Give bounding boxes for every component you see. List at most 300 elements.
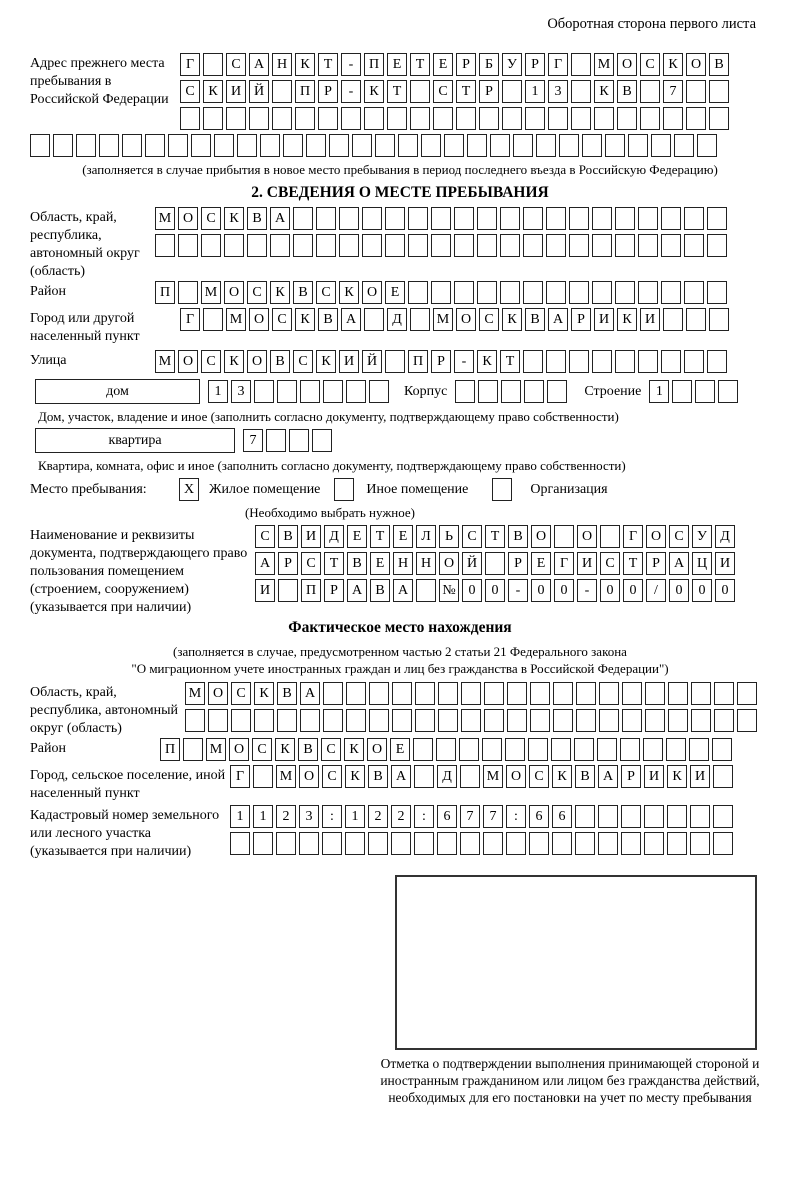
char-cell[interactable]: 1 xyxy=(649,380,669,403)
char-cell[interactable] xyxy=(707,234,727,257)
char-cell[interactable]: Д xyxy=(437,765,457,788)
char-cell[interactable] xyxy=(385,234,405,257)
char-cell[interactable]: С xyxy=(293,350,313,373)
char-cell[interactable] xyxy=(690,832,710,855)
char-cell[interactable]: С xyxy=(226,53,246,76)
char-cell[interactable]: Т xyxy=(500,350,520,373)
char-cell[interactable] xyxy=(431,207,451,230)
char-cell[interactable]: Е xyxy=(385,281,405,304)
char-cell[interactable] xyxy=(592,350,612,373)
checkbox-org[interactable] xyxy=(492,478,512,501)
char-cell[interactable]: Й xyxy=(249,80,269,103)
char-cell[interactable] xyxy=(438,709,458,732)
char-cell[interactable] xyxy=(594,107,614,130)
char-cell[interactable] xyxy=(546,350,566,373)
char-cell[interactable] xyxy=(122,134,142,157)
char-cell[interactable] xyxy=(413,738,433,761)
char-cell[interactable]: К xyxy=(344,738,364,761)
char-cell[interactable] xyxy=(709,308,729,331)
char-cell[interactable]: № xyxy=(439,579,459,602)
char-cell[interactable] xyxy=(415,709,435,732)
char-cell[interactable]: Е xyxy=(370,552,390,575)
char-cell[interactable] xyxy=(713,832,733,855)
char-cell[interactable] xyxy=(598,832,618,855)
char-cell[interactable] xyxy=(391,832,411,855)
char-cell[interactable] xyxy=(155,234,175,257)
char-cell[interactable] xyxy=(180,107,200,130)
char-cell[interactable]: О xyxy=(178,350,198,373)
char-cell[interactable] xyxy=(552,832,572,855)
char-cell[interactable]: Е xyxy=(390,738,410,761)
char-cell[interactable]: К xyxy=(552,765,572,788)
char-cell[interactable] xyxy=(253,765,273,788)
char-cell[interactable] xyxy=(640,80,660,103)
char-cell[interactable] xyxy=(145,134,165,157)
char-cell[interactable]: К xyxy=(345,765,365,788)
char-cell[interactable]: В xyxy=(525,308,545,331)
char-cell[interactable] xyxy=(691,682,711,705)
char-cell[interactable]: Т xyxy=(387,80,407,103)
char-cell[interactable] xyxy=(737,709,757,732)
char-cell[interactable] xyxy=(507,682,527,705)
char-cell[interactable]: В xyxy=(318,308,338,331)
char-cell[interactable]: 2 xyxy=(391,805,411,828)
char-cell[interactable] xyxy=(477,207,497,230)
char-cell[interactable] xyxy=(178,234,198,257)
char-cell[interactable]: О xyxy=(617,53,637,76)
char-cell[interactable] xyxy=(615,281,635,304)
char-cell[interactable]: Г xyxy=(180,308,200,331)
char-cell[interactable]: В xyxy=(368,765,388,788)
char-cell[interactable] xyxy=(459,738,479,761)
char-cell[interactable]: А xyxy=(270,207,290,230)
char-cell[interactable]: И xyxy=(715,552,735,575)
char-cell[interactable]: В xyxy=(508,525,528,548)
char-cell[interactable]: 7 xyxy=(460,805,480,828)
char-cell[interactable] xyxy=(299,832,319,855)
char-cell[interactable] xyxy=(260,134,280,157)
char-cell[interactable] xyxy=(266,429,286,452)
char-cell[interactable]: И xyxy=(301,525,321,548)
char-cell[interactable] xyxy=(385,350,405,373)
char-cell[interactable] xyxy=(500,207,520,230)
char-cell[interactable] xyxy=(615,234,635,257)
char-cell[interactable]: О xyxy=(439,552,459,575)
char-cell[interactable]: А xyxy=(669,552,689,575)
char-cell[interactable] xyxy=(369,682,389,705)
char-cell[interactable] xyxy=(546,207,566,230)
char-cell[interactable]: В xyxy=(347,552,367,575)
char-cell[interactable]: Д xyxy=(324,525,344,548)
char-cell[interactable] xyxy=(576,709,596,732)
char-cell[interactable]: К xyxy=(275,738,295,761)
char-cell[interactable] xyxy=(485,552,505,575)
char-cell[interactable] xyxy=(490,134,510,157)
char-cell[interactable] xyxy=(697,134,717,157)
char-cell[interactable] xyxy=(621,832,641,855)
char-cell[interactable] xyxy=(737,682,757,705)
char-cell[interactable]: К xyxy=(295,308,315,331)
char-cell[interactable] xyxy=(392,709,412,732)
char-cell[interactable] xyxy=(638,350,658,373)
char-cell[interactable]: Е xyxy=(433,53,453,76)
char-cell[interactable] xyxy=(484,709,504,732)
char-cell[interactable]: 1 xyxy=(345,805,365,828)
char-cell[interactable] xyxy=(690,805,710,828)
char-cell[interactable] xyxy=(283,134,303,157)
char-cell[interactable] xyxy=(477,281,497,304)
char-cell[interactable] xyxy=(597,738,617,761)
char-cell[interactable]: С xyxy=(640,53,660,76)
char-cell[interactable] xyxy=(684,350,704,373)
char-cell[interactable]: Р xyxy=(456,53,476,76)
char-cell[interactable] xyxy=(707,281,727,304)
char-cell[interactable] xyxy=(484,682,504,705)
char-cell[interactable] xyxy=(569,234,589,257)
char-cell[interactable]: 0 xyxy=(462,579,482,602)
char-cell[interactable] xyxy=(341,107,361,130)
char-cell[interactable]: 0 xyxy=(554,579,574,602)
char-cell[interactable] xyxy=(523,350,543,373)
char-cell[interactable] xyxy=(346,709,366,732)
char-cell[interactable] xyxy=(713,765,733,788)
char-cell[interactable] xyxy=(644,805,664,828)
char-cell[interactable] xyxy=(714,682,734,705)
char-cell[interactable] xyxy=(345,832,365,855)
char-cell[interactable] xyxy=(500,281,520,304)
char-cell[interactable] xyxy=(346,380,366,403)
char-cell[interactable] xyxy=(709,107,729,130)
char-cell[interactable]: И xyxy=(640,308,660,331)
char-cell[interactable] xyxy=(501,380,521,403)
char-cell[interactable] xyxy=(575,832,595,855)
char-cell[interactable] xyxy=(621,805,641,828)
char-cell[interactable]: Т xyxy=(485,525,505,548)
char-cell[interactable] xyxy=(460,832,480,855)
char-cell[interactable] xyxy=(617,107,637,130)
char-cell[interactable]: 6 xyxy=(529,805,549,828)
char-cell[interactable] xyxy=(691,709,711,732)
char-cell[interactable]: С xyxy=(529,765,549,788)
char-cell[interactable] xyxy=(615,207,635,230)
char-cell[interactable]: Г xyxy=(548,53,568,76)
char-cell[interactable]: К xyxy=(617,308,637,331)
char-cell[interactable] xyxy=(300,380,320,403)
char-cell[interactable] xyxy=(226,107,246,130)
char-cell[interactable]: Р xyxy=(508,552,528,575)
char-cell[interactable]: А xyxy=(300,682,320,705)
char-cell[interactable]: 3 xyxy=(231,380,251,403)
char-cell[interactable]: Т xyxy=(623,552,643,575)
kvartira-box[interactable]: квартира xyxy=(35,428,235,453)
char-cell[interactable]: 1 xyxy=(208,380,228,403)
char-cell[interactable] xyxy=(323,380,343,403)
char-cell[interactable] xyxy=(369,380,389,403)
char-cell[interactable] xyxy=(183,738,203,761)
char-cell[interactable] xyxy=(707,207,727,230)
char-cell[interactable] xyxy=(546,281,566,304)
char-cell[interactable] xyxy=(375,134,395,157)
char-cell[interactable] xyxy=(416,579,436,602)
char-cell[interactable] xyxy=(571,80,591,103)
char-cell[interactable] xyxy=(571,53,591,76)
char-cell[interactable] xyxy=(318,107,338,130)
char-cell[interactable] xyxy=(276,832,296,855)
char-cell[interactable] xyxy=(672,380,692,403)
char-cell[interactable] xyxy=(467,134,487,157)
char-cell[interactable] xyxy=(408,234,428,257)
checkbox-inoe[interactable] xyxy=(334,478,354,501)
char-cell[interactable]: П xyxy=(155,281,175,304)
char-cell[interactable]: К xyxy=(364,80,384,103)
char-cell[interactable] xyxy=(718,380,738,403)
char-cell[interactable] xyxy=(185,709,205,732)
char-cell[interactable]: Д xyxy=(715,525,735,548)
char-cell[interactable] xyxy=(661,207,681,230)
char-cell[interactable] xyxy=(454,234,474,257)
char-cell[interactable]: Т xyxy=(410,53,430,76)
char-cell[interactable] xyxy=(444,134,464,157)
char-cell[interactable]: К xyxy=(203,80,223,103)
char-cell[interactable]: В xyxy=(617,80,637,103)
char-cell[interactable]: К xyxy=(316,350,336,373)
char-cell[interactable] xyxy=(368,832,388,855)
char-cell[interactable] xyxy=(410,80,430,103)
char-cell[interactable]: М xyxy=(155,207,175,230)
char-cell[interactable]: 0 xyxy=(623,579,643,602)
char-cell[interactable]: О xyxy=(247,350,267,373)
char-cell[interactable] xyxy=(571,107,591,130)
char-cell[interactable]: Б xyxy=(479,53,499,76)
char-cell[interactable] xyxy=(306,134,326,157)
char-cell[interactable] xyxy=(684,207,704,230)
char-cell[interactable]: - xyxy=(341,80,361,103)
char-cell[interactable]: 0 xyxy=(692,579,712,602)
char-cell[interactable]: А xyxy=(393,579,413,602)
char-cell[interactable]: С xyxy=(600,552,620,575)
char-cell[interactable] xyxy=(312,429,332,452)
char-cell[interactable]: В xyxy=(370,579,390,602)
char-cell[interactable] xyxy=(695,380,715,403)
char-cell[interactable] xyxy=(295,107,315,130)
char-cell[interactable]: С xyxy=(247,281,267,304)
char-cell[interactable] xyxy=(551,738,571,761)
char-cell[interactable]: К xyxy=(477,350,497,373)
char-cell[interactable]: И xyxy=(255,579,275,602)
char-cell[interactable]: А xyxy=(341,308,361,331)
char-cell[interactable] xyxy=(592,281,612,304)
char-cell[interactable]: Р xyxy=(479,80,499,103)
char-cell[interactable] xyxy=(270,234,290,257)
char-cell[interactable] xyxy=(684,281,704,304)
char-cell[interactable] xyxy=(523,207,543,230)
char-cell[interactable]: К xyxy=(270,281,290,304)
char-cell[interactable]: Ц xyxy=(692,552,712,575)
char-cell[interactable]: Л xyxy=(416,525,436,548)
char-cell[interactable] xyxy=(615,350,635,373)
char-cell[interactable] xyxy=(289,429,309,452)
char-cell[interactable]: В xyxy=(247,207,267,230)
char-cell[interactable] xyxy=(553,709,573,732)
char-cell[interactable] xyxy=(168,134,188,157)
char-cell[interactable] xyxy=(278,579,298,602)
char-cell[interactable] xyxy=(437,832,457,855)
char-cell[interactable]: К xyxy=(224,350,244,373)
char-cell[interactable] xyxy=(530,709,550,732)
char-cell[interactable] xyxy=(230,832,250,855)
char-cell[interactable] xyxy=(638,281,658,304)
char-cell[interactable]: - xyxy=(341,53,361,76)
char-cell[interactable] xyxy=(461,682,481,705)
char-cell[interactable]: И xyxy=(594,308,614,331)
char-cell[interactable] xyxy=(479,107,499,130)
char-cell[interactable] xyxy=(454,207,474,230)
char-cell[interactable]: И xyxy=(577,552,597,575)
char-cell[interactable] xyxy=(431,234,451,257)
char-cell[interactable] xyxy=(30,134,50,157)
char-cell[interactable] xyxy=(203,53,223,76)
char-cell[interactable] xyxy=(237,134,257,157)
char-cell[interactable]: В xyxy=(709,53,729,76)
dom-box[interactable]: дом xyxy=(35,379,200,404)
char-cell[interactable]: Е xyxy=(347,525,367,548)
char-cell[interactable]: В xyxy=(293,281,313,304)
char-cell[interactable]: В xyxy=(278,525,298,548)
char-cell[interactable]: Р xyxy=(278,552,298,575)
char-cell[interactable]: Г xyxy=(230,765,250,788)
char-cell[interactable]: С xyxy=(669,525,689,548)
char-cell[interactable]: Й xyxy=(462,552,482,575)
char-cell[interactable] xyxy=(513,134,533,157)
char-cell[interactable] xyxy=(661,281,681,304)
char-cell[interactable]: К xyxy=(502,308,522,331)
char-cell[interactable]: А xyxy=(255,552,275,575)
char-cell[interactable] xyxy=(575,805,595,828)
char-cell[interactable]: О xyxy=(249,308,269,331)
char-cell[interactable] xyxy=(461,709,481,732)
char-cell[interactable] xyxy=(438,682,458,705)
char-cell[interactable] xyxy=(385,207,405,230)
char-cell[interactable]: С xyxy=(201,207,221,230)
char-cell[interactable]: Р xyxy=(621,765,641,788)
char-cell[interactable] xyxy=(592,207,612,230)
char-cell[interactable] xyxy=(620,738,640,761)
char-cell[interactable] xyxy=(707,350,727,373)
char-cell[interactable] xyxy=(599,682,619,705)
char-cell[interactable] xyxy=(398,134,418,157)
char-cell[interactable] xyxy=(203,107,223,130)
char-cell[interactable] xyxy=(224,234,244,257)
char-cell[interactable]: К xyxy=(663,53,683,76)
char-cell[interactable]: С xyxy=(231,682,251,705)
char-cell[interactable]: 0 xyxy=(669,579,689,602)
char-cell[interactable] xyxy=(674,134,694,157)
char-cell[interactable] xyxy=(529,832,549,855)
char-cell[interactable]: М xyxy=(594,53,614,76)
char-cell[interactable] xyxy=(277,709,297,732)
char-cell[interactable]: Р xyxy=(431,350,451,373)
char-cell[interactable] xyxy=(686,80,706,103)
char-cell[interactable] xyxy=(502,80,522,103)
char-cell[interactable] xyxy=(352,134,372,157)
char-cell[interactable] xyxy=(686,308,706,331)
char-cell[interactable] xyxy=(507,709,527,732)
char-cell[interactable] xyxy=(569,350,589,373)
char-cell[interactable] xyxy=(667,832,687,855)
char-cell[interactable]: Н xyxy=(272,53,292,76)
char-cell[interactable] xyxy=(640,107,660,130)
char-cell[interactable]: Т xyxy=(456,80,476,103)
char-cell[interactable] xyxy=(645,682,665,705)
char-cell[interactable]: С xyxy=(322,765,342,788)
char-cell[interactable]: У xyxy=(502,53,522,76)
char-cell[interactable]: П xyxy=(408,350,428,373)
char-cell[interactable]: С xyxy=(180,80,200,103)
char-cell[interactable] xyxy=(208,709,228,732)
char-cell[interactable] xyxy=(574,738,594,761)
char-cell[interactable] xyxy=(387,107,407,130)
char-cell[interactable]: - xyxy=(577,579,597,602)
char-cell[interactable] xyxy=(329,134,349,157)
char-cell[interactable] xyxy=(668,709,688,732)
char-cell[interactable] xyxy=(362,234,382,257)
char-cell[interactable]: С xyxy=(462,525,482,548)
char-cell[interactable]: 7 xyxy=(663,80,683,103)
char-cell[interactable]: В xyxy=(575,765,595,788)
char-cell[interactable] xyxy=(316,207,336,230)
char-cell[interactable] xyxy=(663,107,683,130)
char-cell[interactable]: О xyxy=(224,281,244,304)
char-cell[interactable] xyxy=(684,234,704,257)
char-cell[interactable]: М xyxy=(201,281,221,304)
char-cell[interactable]: П xyxy=(160,738,180,761)
char-cell[interactable] xyxy=(339,234,359,257)
char-cell[interactable] xyxy=(323,682,343,705)
char-cell[interactable] xyxy=(667,805,687,828)
char-cell[interactable]: О xyxy=(362,281,382,304)
char-cell[interactable]: - xyxy=(454,350,474,373)
char-cell[interactable] xyxy=(525,107,545,130)
char-cell[interactable] xyxy=(477,234,497,257)
char-cell[interactable] xyxy=(554,525,574,548)
char-cell[interactable]: С xyxy=(255,525,275,548)
char-cell[interactable] xyxy=(277,380,297,403)
char-cell[interactable]: С xyxy=(433,80,453,103)
char-cell[interactable] xyxy=(546,234,566,257)
char-cell[interactable]: Р xyxy=(318,80,338,103)
char-cell[interactable]: К xyxy=(339,281,359,304)
char-cell[interactable]: Д xyxy=(387,308,407,331)
char-cell[interactable]: А xyxy=(598,765,618,788)
char-cell[interactable] xyxy=(598,805,618,828)
char-cell[interactable] xyxy=(323,709,343,732)
char-cell[interactable]: 0 xyxy=(485,579,505,602)
char-cell[interactable]: И xyxy=(644,765,664,788)
char-cell[interactable] xyxy=(638,234,658,257)
char-cell[interactable] xyxy=(231,709,251,732)
char-cell[interactable] xyxy=(254,709,274,732)
char-cell[interactable] xyxy=(713,805,733,828)
char-cell[interactable] xyxy=(362,207,382,230)
char-cell[interactable]: Е xyxy=(393,525,413,548)
char-cell[interactable] xyxy=(421,134,441,157)
char-cell[interactable]: О xyxy=(646,525,666,548)
char-cell[interactable]: - xyxy=(508,579,528,602)
char-cell[interactable]: В xyxy=(298,738,318,761)
char-cell[interactable] xyxy=(433,107,453,130)
char-cell[interactable] xyxy=(709,80,729,103)
char-cell[interactable]: К xyxy=(295,53,315,76)
